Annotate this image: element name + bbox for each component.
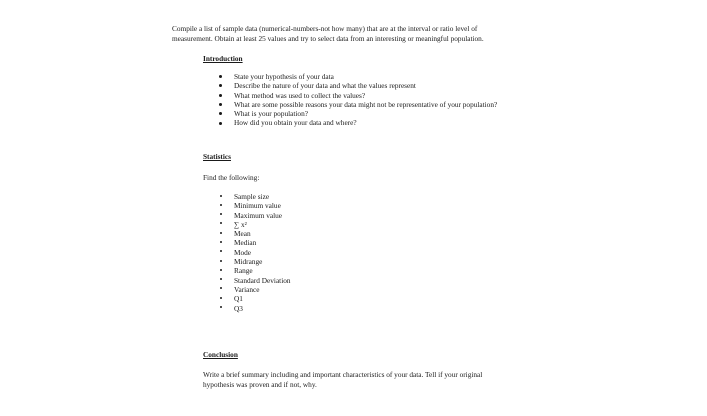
statistics-prompt: Find the following: — [203, 173, 260, 182]
list-item: Mean — [218, 229, 368, 238]
statistics-heading: Statistics — [203, 152, 231, 161]
assignment-instructions — [172, 24, 552, 44]
conclusion-heading: Conclusion — [203, 350, 238, 359]
conclusion-line-2: hypothesis was proven and if not, why. — [203, 380, 317, 389]
list-item: State your hypothesis of your data — [218, 72, 518, 81]
list-item: Variance — [218, 285, 368, 294]
statistics-list — [218, 192, 368, 313]
list-item: Q1 — [218, 294, 368, 303]
list-item: Mode — [218, 248, 368, 257]
list-item: Describe the nature of your data and what the values represent — [218, 81, 518, 90]
list-item: Median — [218, 238, 368, 247]
conclusion-line-1: Write a brief summary including and important characteristics of your data. Tell if your original — [203, 370, 483, 379]
conclusion-text — [203, 370, 543, 390]
list-item: Q3 — [218, 304, 368, 313]
list-item: ∑ x² — [218, 220, 368, 229]
list-item: Minimum value — [218, 201, 368, 210]
list-item: What are some possible reasons your data might not be representative of your population? — [218, 100, 509, 109]
list-item: Sample size — [218, 192, 368, 201]
list-item: Range — [218, 266, 368, 275]
list-item: Maximum value — [218, 211, 368, 220]
list-item: Midrange — [218, 257, 368, 266]
introduction-heading: Introduction — [203, 54, 243, 63]
list-item: How did you obtain your data and where? — [218, 118, 518, 127]
list-item: What method was used to collect the values? — [218, 91, 518, 100]
instructions-line-1: Compile a list of sample data (numerical-numbers-not how many) that are at the interval or ratio level of — [172, 24, 478, 33]
introduction-list — [218, 72, 518, 128]
list-item: What is your population? — [218, 109, 518, 118]
instructions-line-2: measurement. Obtain at least 25 values and try to select data from an interesting or meaningful population. — [172, 34, 484, 43]
list-item: Standard Deviation — [218, 276, 368, 285]
